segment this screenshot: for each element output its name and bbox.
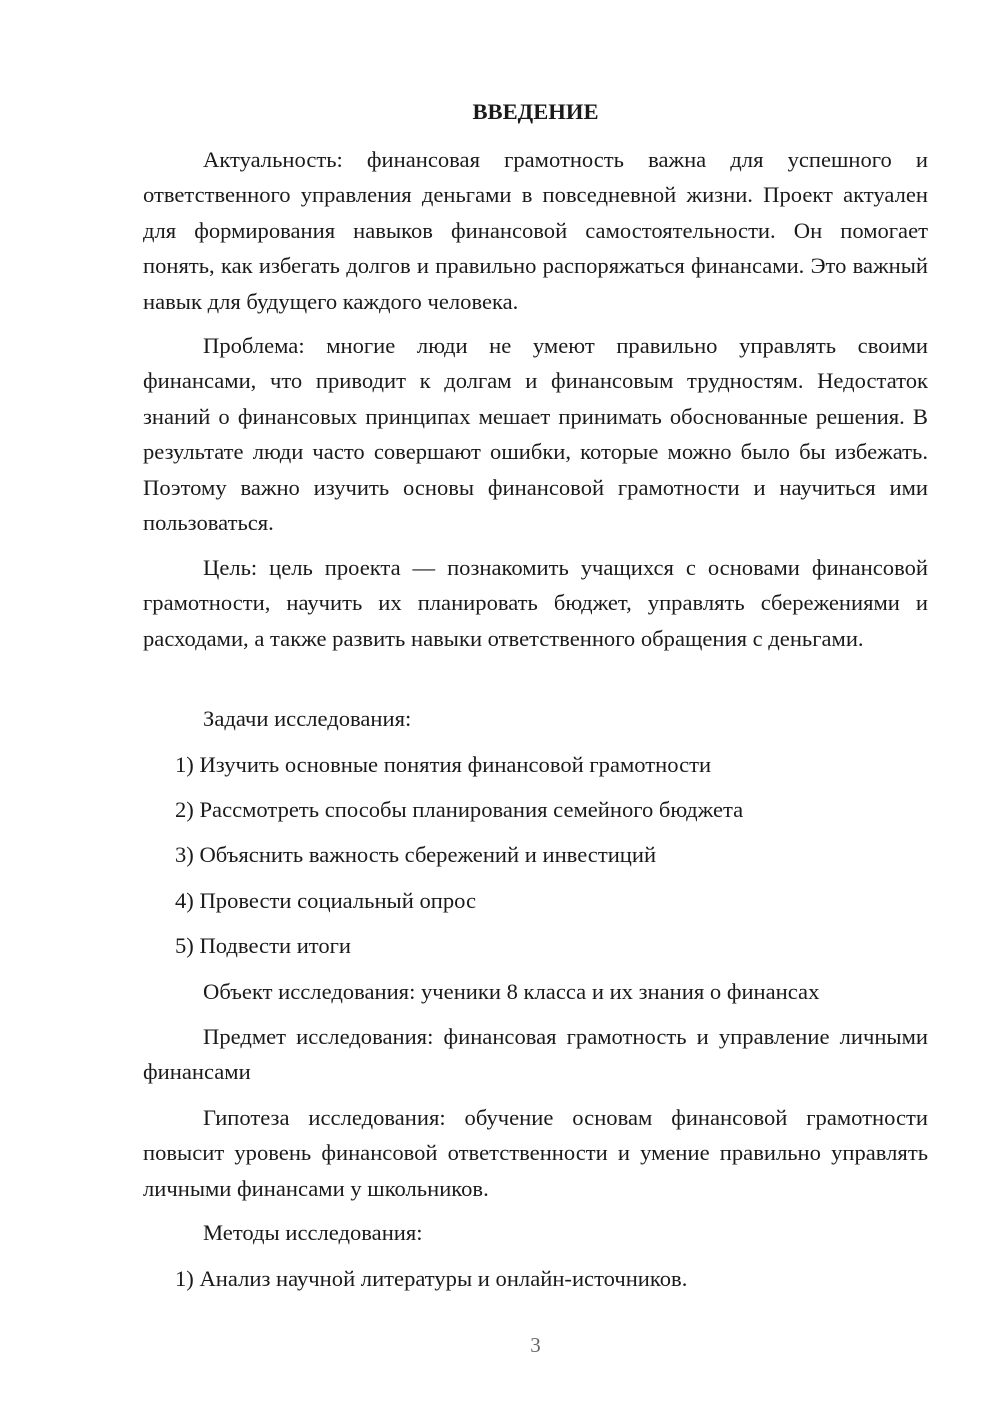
list-item: 3) Объяснить важность сбережений и инвестиций [175,842,657,867]
paragraph-hypothesis: Гипотеза исследования: обучение основам финансовой грамотности повысит уровень финансовой ответственности и умение правильно управлять личными финансами у школьников. [143,1105,928,1201]
paragraph-relevance: Актуальность: финансовая грамотность важна для успешного и ответственного управления деньгами в повседневной жизни. Проект актуален для формирования навыков финансовой самостоятельности. Он помогает понять, как избегать долгов и правильно распоряжаться финансами. Это важный навык для будущего каждого человека. [143,147,928,314]
tasks-heading: Задачи исследования: [203,706,412,731]
list-item: 5) Подвести итоги [175,933,352,958]
paragraph-goal: Цель: цель проекта — познакомить учащихся с основами финансовой грамотности, научить их планировать бюджет, управлять сбережениями и расходами, а также развить навыки ответственного обращения с деньгами. [143,555,928,651]
methods-heading: Методы исследования: [203,1220,423,1245]
document-page [143,0,928,1414]
list-item: 1) Анализ научной литературы и онлайн-источников. [175,1266,688,1291]
page-number: 3 [530,1333,541,1357]
section-heading: ВВЕДЕНИЕ [472,99,599,124]
paragraph-subject: Предмет исследования: финансовая грамотность и управление личными финансами [143,1024,928,1085]
paragraph-problem: Проблема: многие люди не умеют правильно управлять своими финансами, что приводит к долгам и финансовым трудностям. Недостаток знаний о финансовых принципах мешает принимать обоснованные решения. В результате люди часто совершают ошибки, которые можно было бы избежать. Поэтому важно изучить основы финансовой грамотности и научиться ими пользоваться. [143,333,928,536]
paragraph-object: Объект исследования: ученики 8 класса и их знания о финансах [203,979,820,1004]
list-item: 2) Рассмотреть способы планирования семейного бюджета [175,797,744,822]
list-item: 1) Изучить основные понятия финансовой грамотности [175,752,712,777]
list-item: 4) Провести социальный опрос [175,888,477,913]
